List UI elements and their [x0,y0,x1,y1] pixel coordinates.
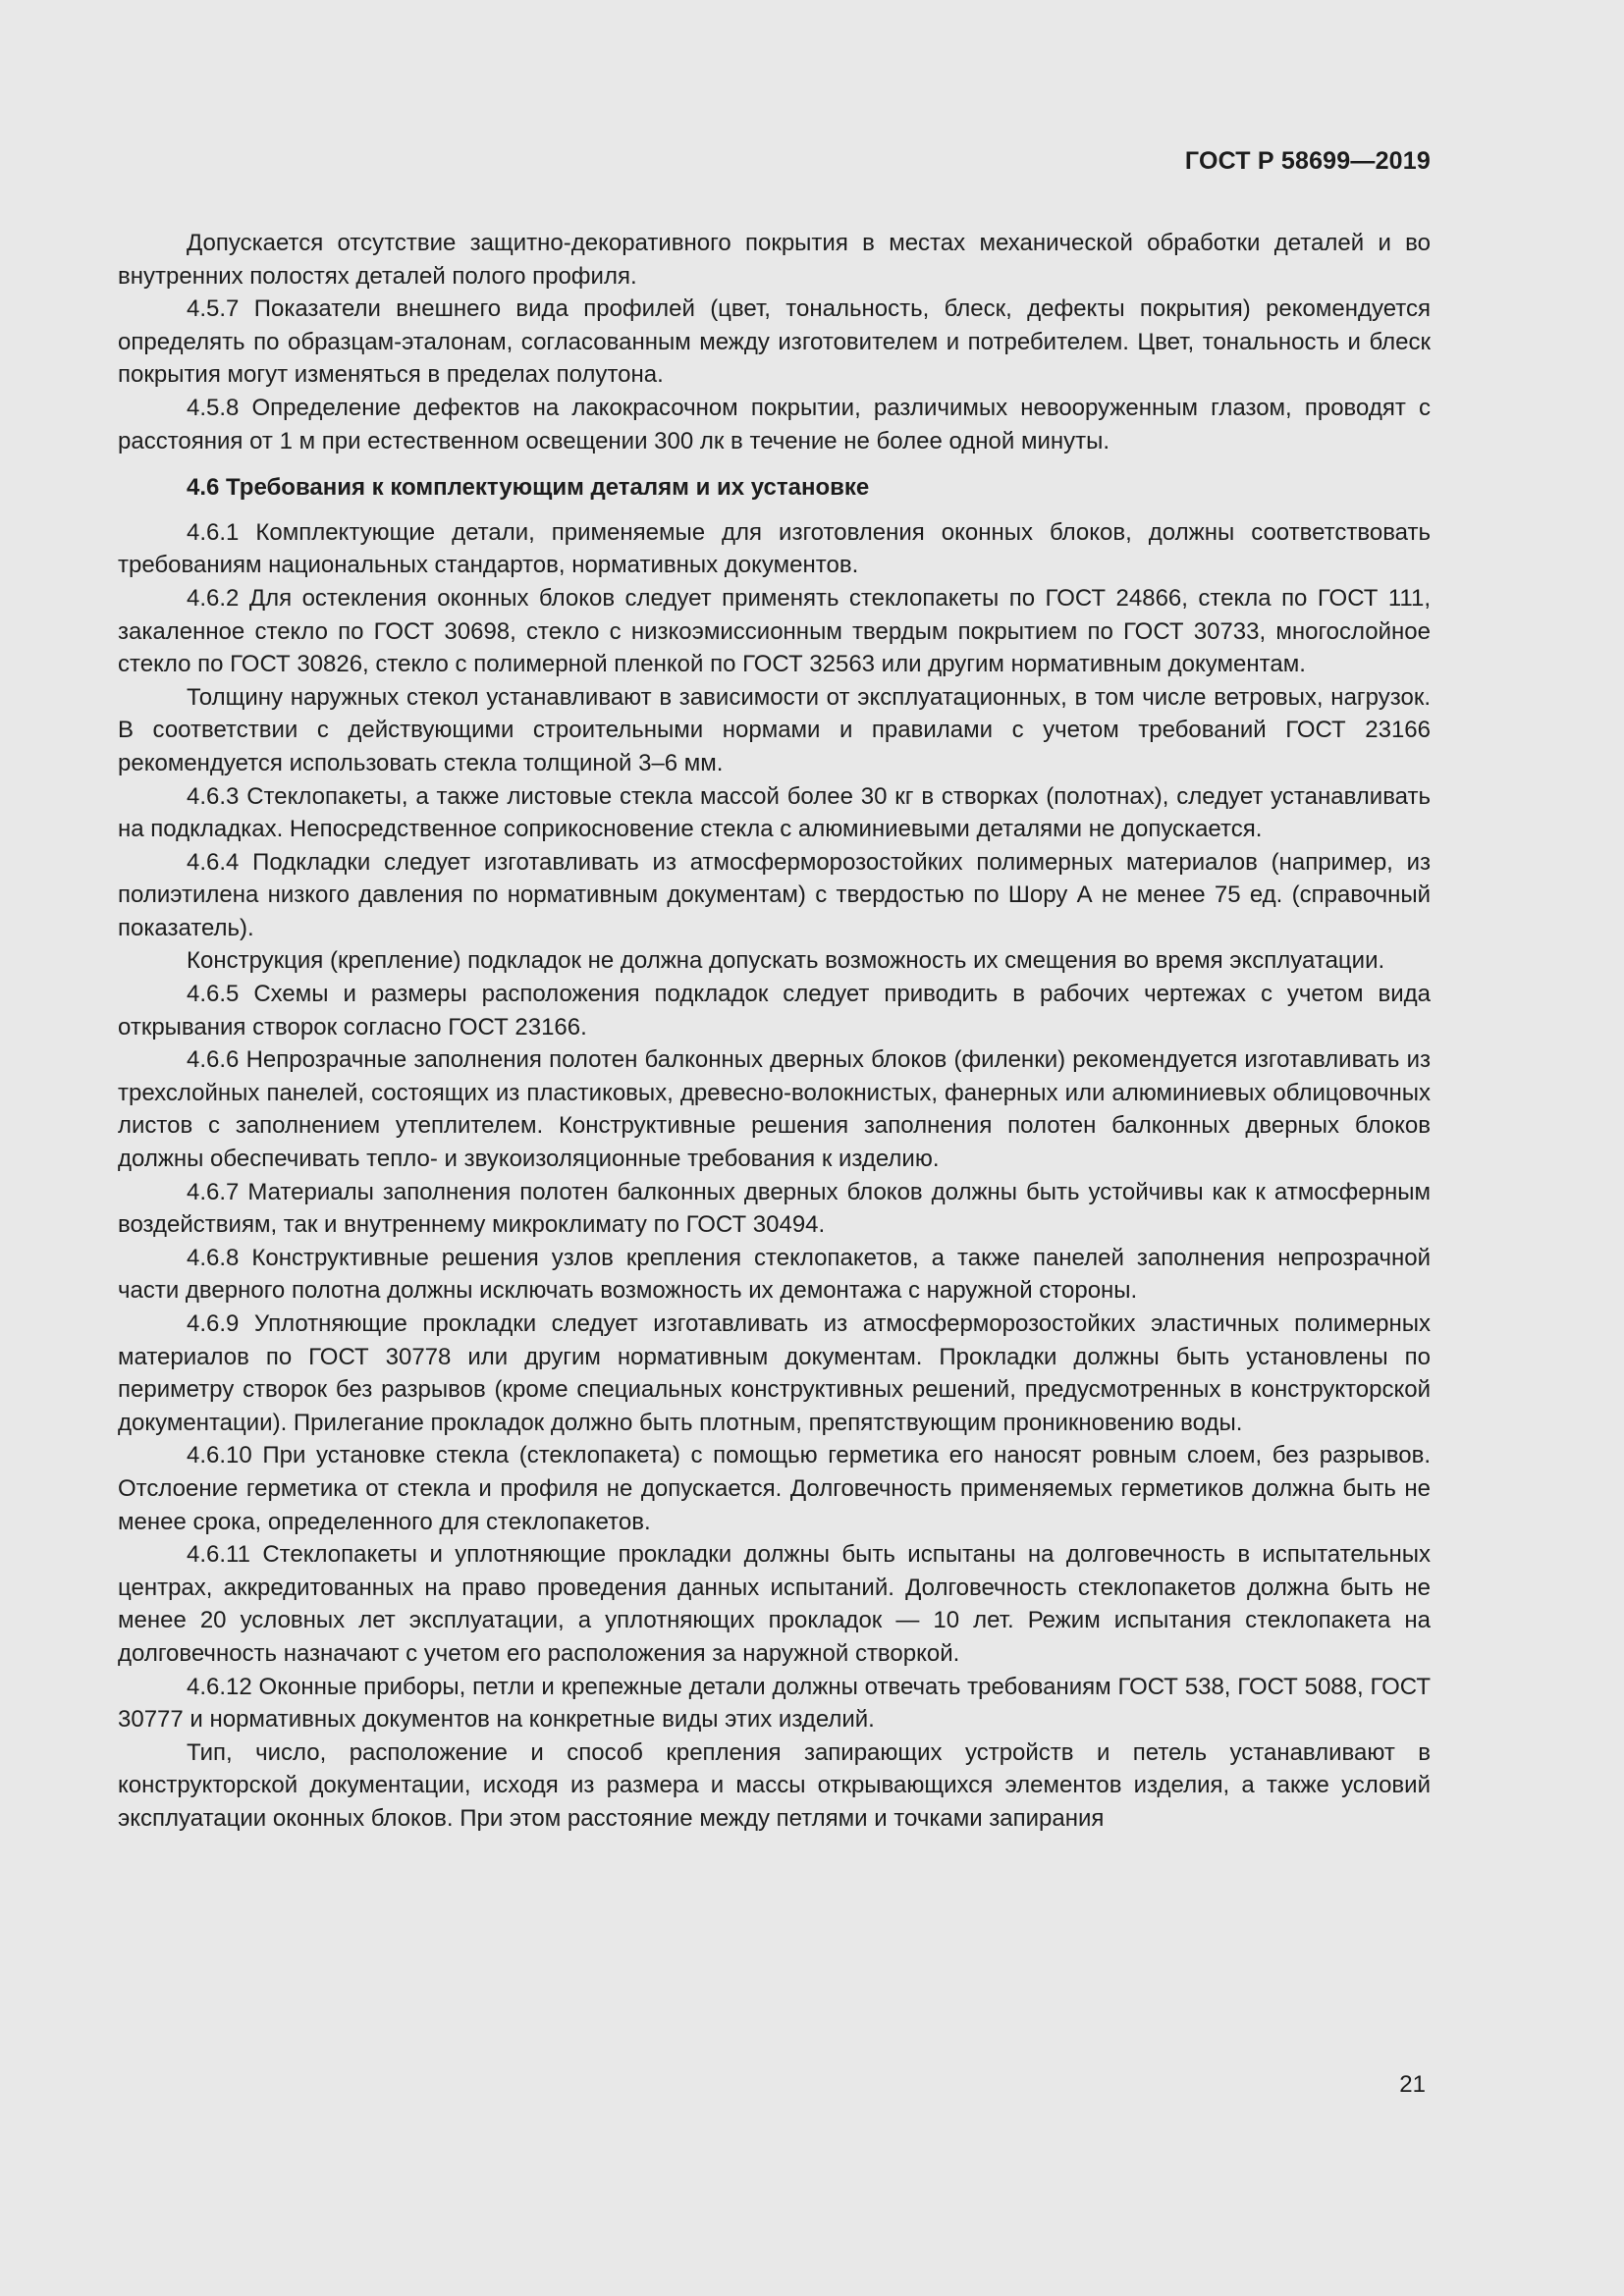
document-body [118,227,1431,1836]
paragraph: Толщину наружных стекол устанавливают в зависимости от эксплуатационных, в том числе ветровых, нагрузок. В соответствии с действующими строительными нормами и правилами с учетом требований ГОСТ 23166 рекомендуется использовать стекла толщиной 3–6 мм. [118,683,1431,776]
document-header: ГОСТ Р 58699—2019 [1184,147,1431,175]
paragraph: Конструкция (крепление) подкладок не должна допускать возможность их смещения во время эксплуатации. [187,947,1385,975]
paragraph: 4.6.4 Подкладки следует изготавливать из атмосферморозостойких полимерных материалов (например, из полиэтилена низкого давления по нормативным документам) с твердостью по Шору А не менее 75 ед. (справочный показатель). [118,848,1431,941]
paragraph: 4.6.8 Конструктивные решения узлов крепления стеклопакетов, а также панелей заполнения непрозрачной части дверного полотна должны исключать возможность их демонтажа с наружной стороны. [118,1244,1431,1305]
paragraph: Тип, число, расположение и способ крепления запирающих устройств и петель устанавливают в конструкторской документации, исходя из размера и массы открывающихся элементов изделия, а также условий эксплуатации оконных блоков. При этом расстояние между петлями и точками запирания [118,1738,1431,1832]
paragraph: 4.6.9 Уплотняющие прокладки следует изготавливать из атмосферморозостойких эластичных полимерных материалов по ГОСТ 30778 или другим нормативным документам. Прокладки должны быть установлены по периметру створок без разрывов (кроме специальных конструктивных решений, предусмотренных в конструкторской документации). Прилегание прокладок должно быть плотным, препятствующим проникновению воды. [118,1310,1431,1436]
paragraph: Допускается отсутствие защитно-декоративного покрытия в местах механической обработки деталей и во внутренних полостях деталей полого профиля. [118,230,1431,290]
page-number: 21 [1399,2071,1426,2098]
section-heading: 4.6 Требования к комплектующим деталям и их установке [187,474,870,502]
paragraph: 4.6.11 Стеклопакеты и уплотняющие прокладки должны быть испытаны на долговечность в испытательных центрах, аккредитованных на право проведения данных испытаний. Долговечность стеклопакетов должна быть не менее 20 условных лет эксплуатации, а уплотняющих прокладок — 10 лет. Режим испытания стеклопакета на долговечность назначают с учетом его расположения за наружной створкой. [118,1541,1431,1667]
paragraph: 4.6.7 Материалы заполнения полотен балконных дверных блоков должны быть устойчивы как к атмосферным воздействиям, так и внутреннему микроклимату по ГОСТ 30494. [118,1178,1431,1239]
paragraph: 4.5.7 Показатели внешнего вида профилей (цвет, тональность, блеск, дефекты покрытия) рекомендуется определять по образцам-эталонам, согласованным между изготовителем и потребителем. Цвет, тональность и блеск покрытия могут изменяться в пределах полутона. [118,295,1431,389]
paragraph: 4.6.12 Оконные приборы, петли и крепежные детали должны отвечать требованиям ГОСТ 538, ГОСТ 5088, ГОСТ 30777 и нормативных документов на конкретные виды этих изделий. [118,1673,1431,1734]
paragraph: 4.6.1 Комплектующие детали, применяемые для изготовления оконных блоков, должны соответствовать требованиям национальных стандартов, нормативных документов. [118,518,1431,579]
paragraph: 4.6.2 Для остекления оконных блоков следует применять стеклопакеты по ГОСТ 24866, стекла по ГОСТ 111, закаленное стекло по ГОСТ 30698, стекло с низкоэмиссионным твердым покрытием по ГОСТ 30733, многослойное стекло по ГОСТ 30826, стекло с полимерной пленкой по ГОСТ 32563 или другим нормативным документам. [118,584,1431,678]
paragraph: 4.6.10 При установке стекла (стеклопакета) с помощью герметика его наносят ровным слоем, без разрывов. Отслоение герметика от стекла и профиля не допускается. Долговечность применяемых герметиков должна быть не менее срока, определенного для стеклопакетов. [118,1442,1431,1535]
paragraph: 4.6.6 Непрозрачные заполнения полотен балконных дверных блоков (филенки) рекомендуется изготавливать из трехслойных панелей, состоящих из пластиковых, древесно-волокнистых, фанерных или алюминиевых облицовочных листов с заполнением утеплителем. Конструктивные решения заполнения полотен балконных дверных блоков должны обеспечивать тепло- и звукоизоляционные требования к изделию. [118,1046,1431,1173]
paragraph: 4.6.3 Стеклопакеты, а также листовые стекла массой более 30 кг в створках (полотнах), следует устанавливать на подкладках. Непосредственное соприкосновение стекла с алюминиевыми деталями не допускается. [118,782,1431,843]
paragraph: 4.5.8 Определение дефектов на лакокрасочном покрытии, различимых невооруженным глазом, проводят с расстояния от 1 м при естественном освещении 300 лк в течение не более одной минуты. [118,394,1431,454]
paragraph: 4.6.5 Схемы и размеры расположения подкладок следует приводить в рабочих чертежах с учетом вида открывания створок согласно ГОСТ 23166. [118,981,1431,1041]
